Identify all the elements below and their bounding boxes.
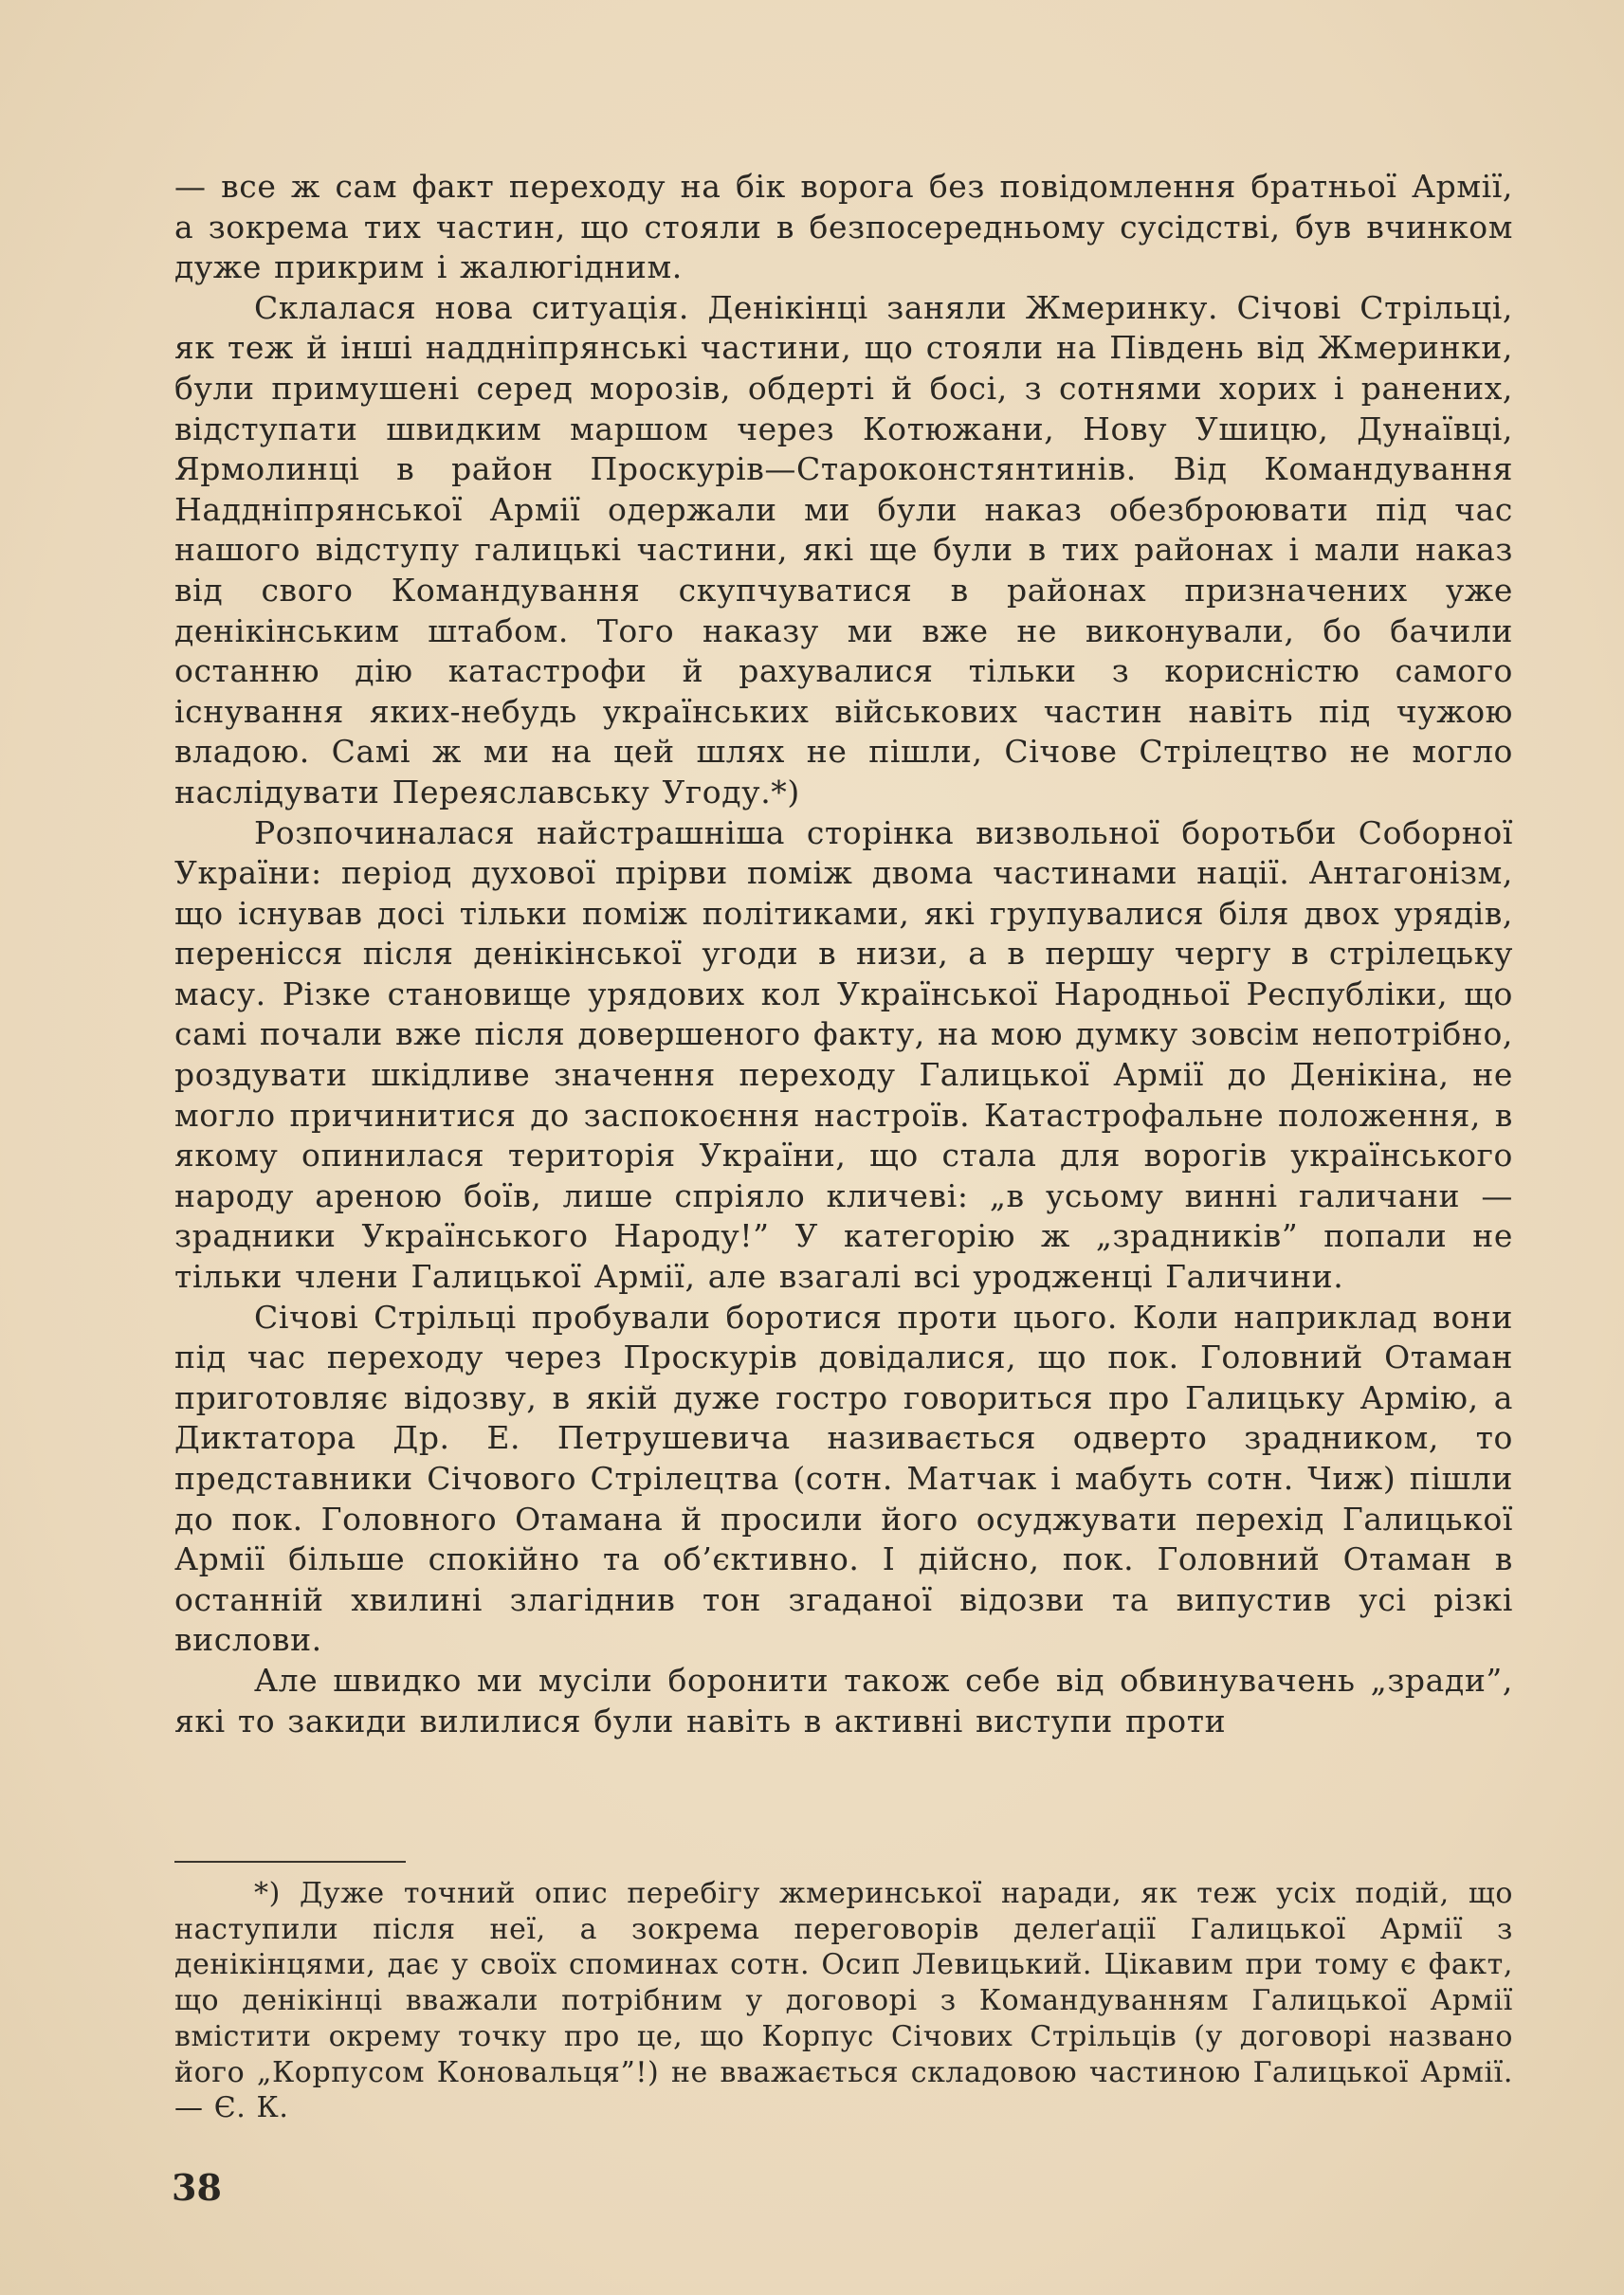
footnote-text: *) Дуже точний опис перебігу жмеринської наради, як теж усіх подій, що наступили після неї, а зокрема переговорів делеґації Галицької Армії з денікінцями, дає у своїх споминах сотн. Осип Левицький. Цікавим при тому є факт, що денікінці вважали потрібним у договорі з Командуванням Галицької Армії вмістити окрему точку про це, що Корпус Січових Стрільців (у договорі названо його „Корпусом Коновальця”!) не вважається складовою частиною Галицької Армії. — Є. К.	[174, 1877, 1513, 2125]
footnote-divider	[174, 1861, 406, 1863]
page-number: 38	[172, 2166, 222, 2209]
paragraph-2: Склалася нова ситуація. Денікінці заняли Жмеринку. Січові Стрільці, як теж й інші наддніпрянські частини, що стояли на Південь від Жмеринки, були примушені серед морозів, обдерті й босі, з сотнями хорих і ранених, відступати швидким маршом через Котюжани, Нову Ушицю, Дунаївці, Ярмолинці в район Проскурів—Староконстянтинів. Від Командування Наддніпрянської Армії одержали ми були наказ обезброювати під час нашого відступу галицькі частини, які ще були в тих районах і мали наказ від свого Командування скупчуватися в районах призначених уже денікінським штабом. Того наказу ми вже не виконували, бо бачили останню дію катастрофи й рахувалися тільки з корисністю самого існування яких-небудь українських військових частин навіть під чужою владою. Самі ж ми на цей шлях не пішли, Січове Стрілецтво не могло наслідувати Переяславську Угоду.*)	[174, 288, 1513, 811]
main-text	[174, 167, 1513, 1741]
footnote	[174, 1876, 1513, 2126]
paragraph-3: Розпочиналася найстрашніша сторінка визвольної боротьби Соборної України: період духової прірви поміж двома частинами нації. Антагонізм, що існував досі тільки поміж політиками, які групувалися біля двох урядів, перенісся після денікінської угоди в низи, а в першу чергу в стрілецьку масу. Різке становище урядових кол Української Народньої Республіки, що самі почали вже після довершеного факту, на мою думку зовсім непотрібно, роздувати шкідливе значення переходу Галицької Армії до Денікіна, не могло причинитися до заспокоєння настроїв. Катастрофальне положення, в якому опинилася територія України, що стала для ворогів українського народу ареною боїв, лише спріяло кличеві: „в усьому винні галичани — зрадники Українського Народу!” У категорію ж „зрадників” попали не тільки члени Галицької Армії, але взагалі всі уродженці Галичини.	[174, 813, 1513, 1296]
paragraph-1: — все ж сам факт переходу на бік ворога без повідомлення братньої Армії, а зокрема тих частин, що стояли в безпосередньому сусідстві, був вчинком дуже прикрим і жалюгідним.	[174, 168, 1513, 286]
paragraph-5: Але швидко ми мусіли боронити також себе від обвинувачень „зради”, які то закиди вилилися були навіть в активні виступи проти	[174, 1661, 1513, 1739]
paragraph-4: Січові Стрільці пробували боротися проти цього. Коли наприклад вони під час переходу через Проскурів довідалися, що пок. Головний Отаман приготовляє відозву, в якій дуже гостро говориться про Галицьку Армію, а Диктатора Др. Е. Петрушевича називається одверто зрадником, то представники Січового Стрілецтва (сотн. Матчак і мабуть сотн. Чиж) пішли до пок. Головного Отамана й просили його осуджувати перехід Галицької Армії більше спокійно та об’єктивно. І дійсно, пок. Головний Отаман в останній хвилині злагіднив тон згаданої відозви та випустив усі різкі вислови.	[174, 1298, 1513, 1659]
